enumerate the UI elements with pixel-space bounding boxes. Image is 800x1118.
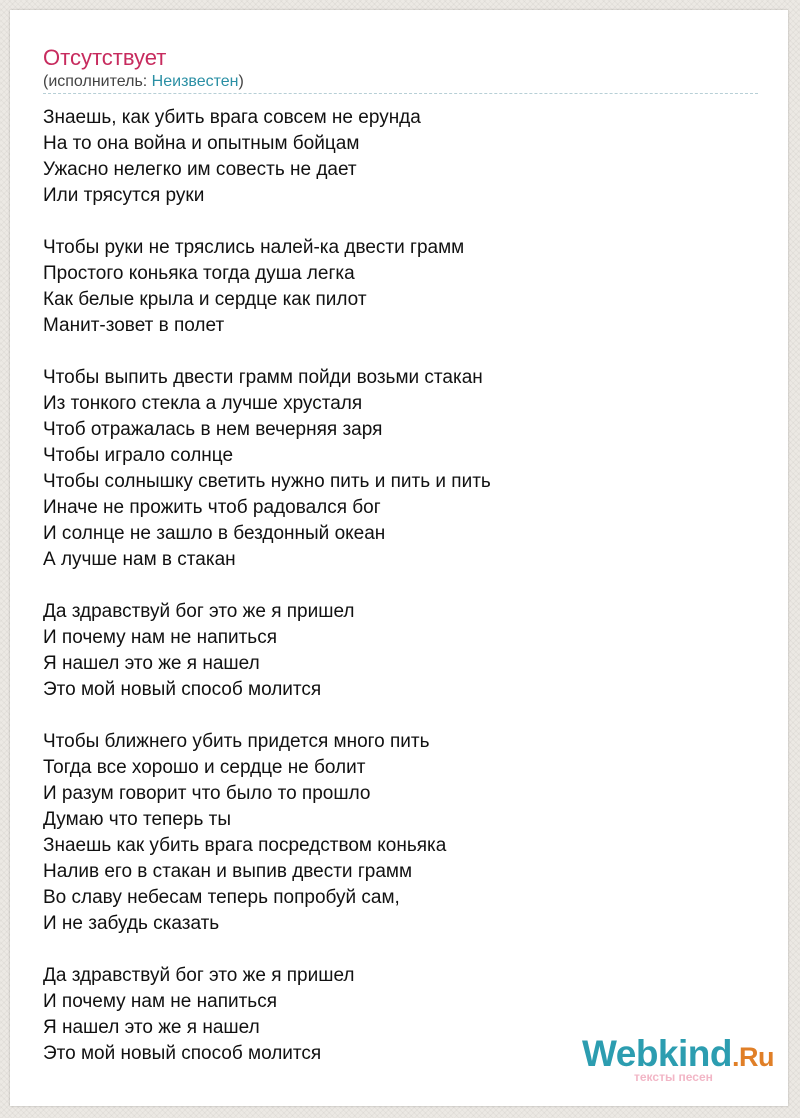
lyric-line: Чтобы выпить двести грамм пойди возьми стакан <box>43 367 483 388</box>
lyrics-stanza <box>43 105 763 209</box>
lyric-line: И почему нам не напиться <box>43 627 277 648</box>
lyric-line: Или трясутся руки <box>43 185 205 206</box>
lyric-line: Тогда все хорошо и сердце не болит <box>43 757 366 778</box>
artist-link[interactable]: Неизвестен <box>151 73 239 90</box>
lyric-line: Чтобы ближнего убить придется много пить <box>43 731 430 752</box>
lyric-line: Из тонкого стекла а лучше хрусталя <box>43 393 363 414</box>
lyric-line: Ужасно нелегко им совесть не дает <box>43 159 357 180</box>
page-sheet <box>10 10 788 1106</box>
logo-tld: .Ru <box>732 1042 774 1072</box>
lyric-line: Чтоб отражалась в нем вечерняя заря <box>43 419 383 440</box>
lyric-line: Чтобы играло солнце <box>43 445 234 466</box>
artist-line <box>43 73 244 91</box>
lyric-line: И не забудь сказать <box>43 913 220 934</box>
lyric-line: На то она война и опытным бойцам <box>43 133 360 154</box>
lyric-line: Знаешь, как убить врага совсем не ерунда <box>43 107 421 128</box>
lyric-line: Чтобы солнышку светить нужно пить и пить и пить <box>43 471 491 492</box>
artist-prefix: (исполнитель: <box>43 73 152 90</box>
lyrics-stanza <box>43 599 763 703</box>
lyric-line: Знаешь как убить врага посредством коньяка <box>43 835 447 856</box>
lyric-line: Это мой новый способ молится <box>43 679 322 700</box>
lyrics-stanza <box>43 365 763 573</box>
lyric-line: Во славу небесам теперь попробуй сам, <box>43 887 400 908</box>
lyric-line: Да здравствуй бог это же я пришел <box>43 601 355 622</box>
lyric-line: И почему нам не напиться <box>43 991 277 1012</box>
song-title: Отсутствует <box>43 45 167 70</box>
lyric-line: Иначе не прожить чтоб радовался бог <box>43 497 381 518</box>
lyric-line: И солнце не зашло в бездонный океан <box>43 523 386 544</box>
lyric-line: И разум говорит что было то прошло <box>43 783 371 804</box>
logo-tagline: тексты песен <box>634 1070 713 1084</box>
lyrics-stanza <box>43 729 763 937</box>
lyric-line: Да здравствуй бог это же я пришел <box>43 965 355 986</box>
lyric-line: Манит-зовет в полет <box>43 315 225 336</box>
lyrics-body <box>43 105 763 1093</box>
logo-main-text: Webkind <box>582 1033 732 1074</box>
lyric-line: Налив его в стакан и выпив двести грамм <box>43 861 413 882</box>
lyric-line: Я нашел это же я нашел <box>43 1017 260 1038</box>
title-divider <box>43 93 758 94</box>
artist-suffix: ) <box>238 73 244 90</box>
lyric-line: А лучше нам в стакан <box>43 549 236 570</box>
lyric-line: Я нашел это же я нашел <box>43 653 260 674</box>
lyric-line: Как белые крыла и сердце как пилот <box>43 289 367 310</box>
lyric-line: Думаю что теперь ты <box>43 809 231 830</box>
webkind-logo[interactable] <box>582 1034 772 1086</box>
lyric-line: Это мой новый способ молится <box>43 1043 322 1064</box>
lyrics-stanza <box>43 235 763 339</box>
lyric-line: Чтобы руки не тряслись налей-ка двести грамм <box>43 237 465 258</box>
lyric-line: Простого коньяка тогда душа легка <box>43 263 355 284</box>
